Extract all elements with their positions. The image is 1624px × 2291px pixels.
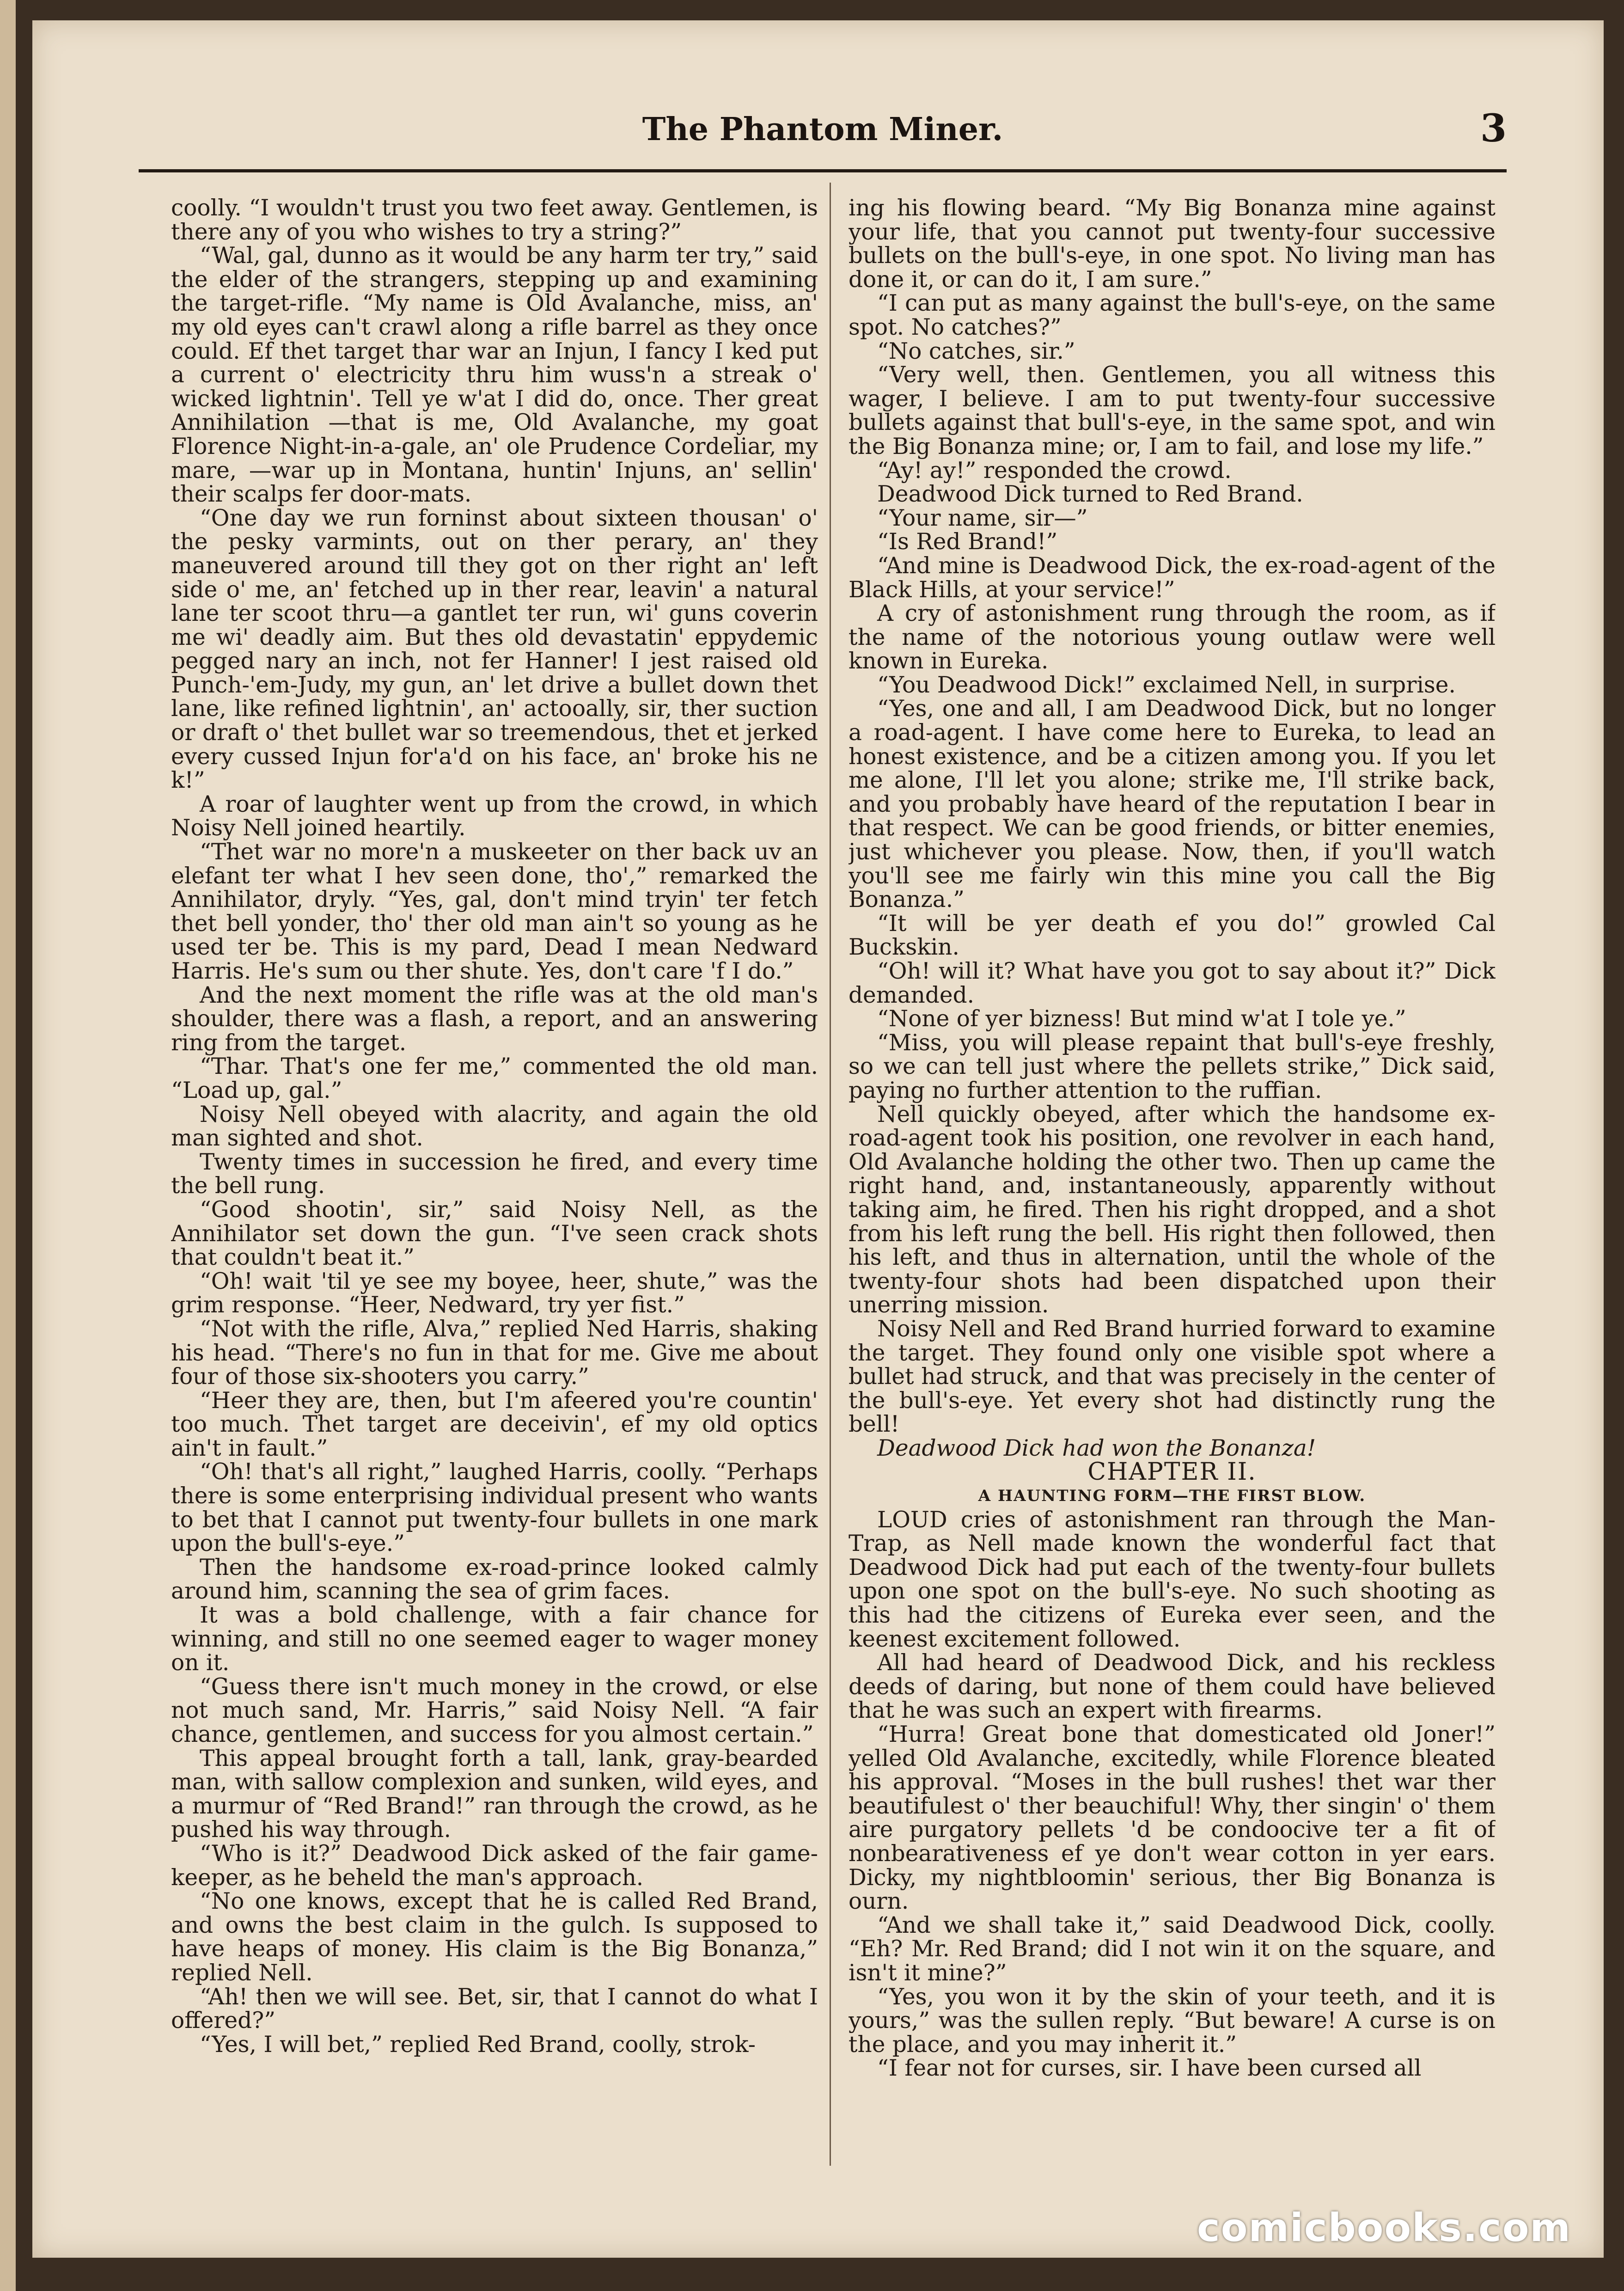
paragraph: It was a bold challenge, with a fair chance for winning, and still no one seemed eager to wager money on it. xyxy=(171,1602,818,1676)
paragraph: Deadwood Dick had won the Bonanza! xyxy=(877,1435,1316,1461)
chapter-heading: CHAPTER II. xyxy=(1087,1458,1257,1486)
paragraph: “Hurra! Great bone that domesticated old Joner!” yelled Old Avalanche, excitedly, while Florence bleated his approval. “Moses in the bull rushes! thet war ther beautifulest o' ther beauchiful! Why, ther singin' o' them aire purgatory pellets 'd be condoocive ter a fit of nonbearativeness ef ye don't wear cotton in yer ears. Dicky, my nightbloomin' serious, ther Big Bonanza is ourn. xyxy=(849,1721,1496,1915)
paragraph: LOUD cries of astonishment ran through the Man-Trap, as Nell made known the wonderful fact that Deadwood Dick had put each of the twenty-four bullets upon one spot on the bull's-eye. No such shooting as this had the citizens of Eureka ever seen, and the keenest excitement followed. xyxy=(849,1507,1496,1652)
paragraph: “Yes, one and all, I am Deadwood Dick, but no longer a road-agent. I have come here to Eureka, to lead an honest existence, and be a citizen among you. If you let me alone, I'll let you alone; strike me, I'll strike back, and you probably have heard of the reputation I bear in that respect. We can be good friends, or bitter enemies, just whichever you please. Now, then, if you'll watch you'll see me fairly win this mine you call the Big Bonanza.” xyxy=(849,696,1496,913)
paragraph: And the next moment the rifle was at the old man's shoulder, there was a flash, a report, and an answering ring from the target. xyxy=(171,982,818,1056)
paragraph: “Your name, sir—” xyxy=(877,505,1088,531)
paragraph: “No catches, sir.” xyxy=(877,338,1075,364)
paragraph: “And mine is Deadwood Dick, the ex-road-agent of the Black Hills, at your service!” xyxy=(849,552,1496,603)
paragraph: “Yes, I will bet,” replied Red Brand, coolly, strok- xyxy=(200,2031,756,2058)
page-number: 3 xyxy=(1480,106,1507,151)
chapter-subheading: A HAUNTING FORM—THE FIRST BLOW. xyxy=(978,1487,1366,1506)
paragraph: Twenty times in succession he fired, and every time the bell rung. xyxy=(171,1149,818,1199)
paragraph: “Ay! ay!” responded the crowd. xyxy=(877,457,1232,484)
paragraph: coolly. “I wouldn't trust you two feet away. Gentlemen, is there any of you who wishes to try a string?” xyxy=(171,196,818,245)
paragraph: Deadwood Dick turned to Red Brand. xyxy=(877,481,1303,508)
paragraph: “I fear not for curses, sir. I have been cursed all xyxy=(877,2055,1422,2082)
paragraph: “I can put as many against the bull's-eye, on the same spot. No catches?” xyxy=(849,290,1496,340)
paragraph: “One day we run forninst about sixteen thousan' o' the pesky varmints, out on ther perary, an' they maneuvered around till they got on ther right an' left side o' me, an' fetched up in ther rear, leavin' a natural lane ter scoot thru—a gantlet ter run, wi' guns coverin me wi' deadly aim. But thes old devastatin' eppydemic pegged nary an inch, not fer Hanner! I jest raised old Punch-'em-Judy, my gun, an' let drive a bullet down thet lane, like refined lightnin', an' actooally, sir, ther suction or draft o' thet bullet war so treemendous, thet et jerked every cussed Injun for'a'd on his face, an' broke his ne k!” xyxy=(171,505,818,794)
paragraph: This appeal brought forth a tall, lank, gray-bearded man, with sallow complexion and sunken, wild eyes, and a murmur of “Red Brand!” ran through the crowd, as he pushed his way through. xyxy=(171,1745,818,1843)
paragraph: Then the handsome ex-road-prince looked calmly around him, scanning the sea of grim faces. xyxy=(171,1554,818,1605)
paragraph: “Who is it?” Deadwood Dick asked of the fair game-keeper, as he beheld the man's approach. xyxy=(171,1840,818,1891)
page-title: The Phantom Miner. xyxy=(642,111,1003,148)
paragraph: “Oh! will it? What have you got to say about it?” Dick demanded. xyxy=(849,958,1496,1008)
paragraph: “Yes, you won it by the skin of your teeth, and it is yours,” was the sullen reply. “But beware! A curse is on the place, and you may inherit it.” xyxy=(849,1984,1496,2058)
paragraph: “No one knows, except that he is called Red Brand, and owns the best claim in the gulch. Is supposed to have heaps of money. His claim is the Big Bonanza,” replied Nell. xyxy=(171,1888,818,1986)
paragraph: “Oh! that's all right,” laughed Harris, coolly. “Perhaps there is some enterprising individual present who wants to bet that I cannot put twenty-four bullets in one mark upon the bull's-eye.” xyxy=(171,1459,818,1557)
paragraph: “Thet war no more'n a muskeeter on ther back uv an elefant ter what I hev seen done, tho',” remarked the Annihilator, dryly. “Yes, gal, don't mind tryin' ter fetch thet bell yonder, tho' ther old man ain't so young as he used ter be. This is my pard, Dead I mean Nedward Harris. He's sum ou ther shute. Yes, don't care 'f I do.” xyxy=(171,839,818,984)
paragraph: Noisy Nell and Red Brand hurried forward to examine the target. They found only one visible spot where a bullet had struck, and that was precisely in the center of the bull's-eye. Yet every shot had distinctly rung the bell! xyxy=(849,1316,1496,1438)
header-rule xyxy=(139,169,1507,172)
paragraph: “You Deadwood Dick!” exclaimed Nell, in surprise. xyxy=(877,672,1456,698)
watermark: comicbooks.com xyxy=(1197,2205,1571,2250)
paragraph: “Very well, then. Gentlemen, you all witness this wager, I believe. I am to put twenty-four successive bullets against that bull's-eye, in the same spot, and win the Big Bonanza mine; or, I am to fail, and lose my life.” xyxy=(849,362,1496,459)
running-head xyxy=(139,106,1507,157)
left-column xyxy=(171,196,818,2170)
paragraph: A roar of laughter went up from the crowd, in which Noisy Nell joined heartily. xyxy=(171,791,818,841)
paragraph: “And we shall take it,” said Deadwood Dick, coolly. “Eh? Mr. Red Brand; did I not win it on the square, and isn't it mine?” xyxy=(849,1912,1496,1986)
paragraph: Noisy Nell obeyed with alacrity, and again the old man sighted and shot. xyxy=(171,1101,818,1152)
paragraph: “Oh! wait 'til ye see my boyee, heer, shute,” was the grim response. “Heer, Nedward, try yer fist.” xyxy=(171,1268,818,1318)
paragraph: “None of yer bizness! But mind w'at I tole ye.” xyxy=(877,1006,1406,1032)
paragraph: “Is Red Brand!” xyxy=(877,529,1058,555)
paragraph: ing his flowing beard. “My Big Bonanza mine against your life, that you cannot put twenty-four successive bullets on the bull's-eye, in one spot. No living man has done it, or can do it, I am sure.” xyxy=(849,196,1496,293)
paragraph: “Good shootin', sir,” said Noisy Nell, as the Annihilator set down the gun. “I've seen crack shots that couldn't beat it.” xyxy=(171,1196,818,1271)
paragraph: “Miss, you will please repaint that bull's-eye freshly, so we can tell just where the pellets strike,” Dick said, paying no further attention to the ruffian. xyxy=(849,1029,1496,1103)
paragraph: “Not with the rifle, Alva,” replied Ned Harris, shaking his head. “There's no fun in that for me. Give me about four of those six-shooters you carry.” xyxy=(171,1316,818,1390)
paragraph: Nell quickly obeyed, after which the handsome ex-road-agent took his position, one revolver in each hand, Old Avalanche holding the other two. Then up came the right hand, and, instantaneously, apparently without taking aim, he fired. Then his right dropped, and a shot from his left rung the bell. His right then followed, then his left, and thus in alternation, until the whole of the twenty-four shots had been dispatched upon their unerring mission. xyxy=(849,1101,1496,1318)
paragraph: A cry of astonishment rung through the room, as if the name of the notorious young outlaw were well known in Eureka. xyxy=(849,600,1496,674)
right-column xyxy=(849,196,1496,2170)
paragraph: All had heard of Deadwood Dick, and his reckless deeds of daring, but none of them could have believed that he was such an expert with firearms. xyxy=(849,1650,1496,1724)
paragraph: “Wal, gal, dunno as it would be any harm ter try,” said the elder of the strangers, stepping up and examining the target-rifle. “My name is Old Avalanche, miss, an' my old eyes can't crawl along a rifle barrel as they once could. Ef thet target thar war an Injun, I fancy I ked put a current o' electricity thru him wuss'n a streak o' wicked lightnin'. Tell ye w'at I did do, once. Ther great Annihilation —that is me, Old Avalanche, my goat Florence Night-in-a-gale, an' ole Prudence Cordeliar, my mare, —war up in Montana, huntin' Injuns, an' sellin' their scalps fer door-mats. xyxy=(171,243,818,508)
paragraph: “It will be yer death ef you do!” growled Cal Buckskin. xyxy=(849,910,1496,961)
page-edge xyxy=(0,0,16,2291)
paragraph: “Thar. That's one fer me,” commented the old man. “Load up, gal.” xyxy=(171,1054,818,1103)
paragraph: “Heer they are, then, but I'm afeered you're countin' too much. Thet target are deceivin', ef my old optics ain't in fault.” xyxy=(171,1387,818,1461)
paragraph: “Guess there isn't much money in the crowd, or else not much sand, Mr. Harris,” said Noisy Nell. “A fair chance, gentlemen, and success for you almost certain.” xyxy=(171,1673,818,1747)
paragraph: “Ah! then we will see. Bet, sir, that I cannot do what I offered?” xyxy=(171,1984,818,2034)
column-rule xyxy=(830,183,831,2166)
